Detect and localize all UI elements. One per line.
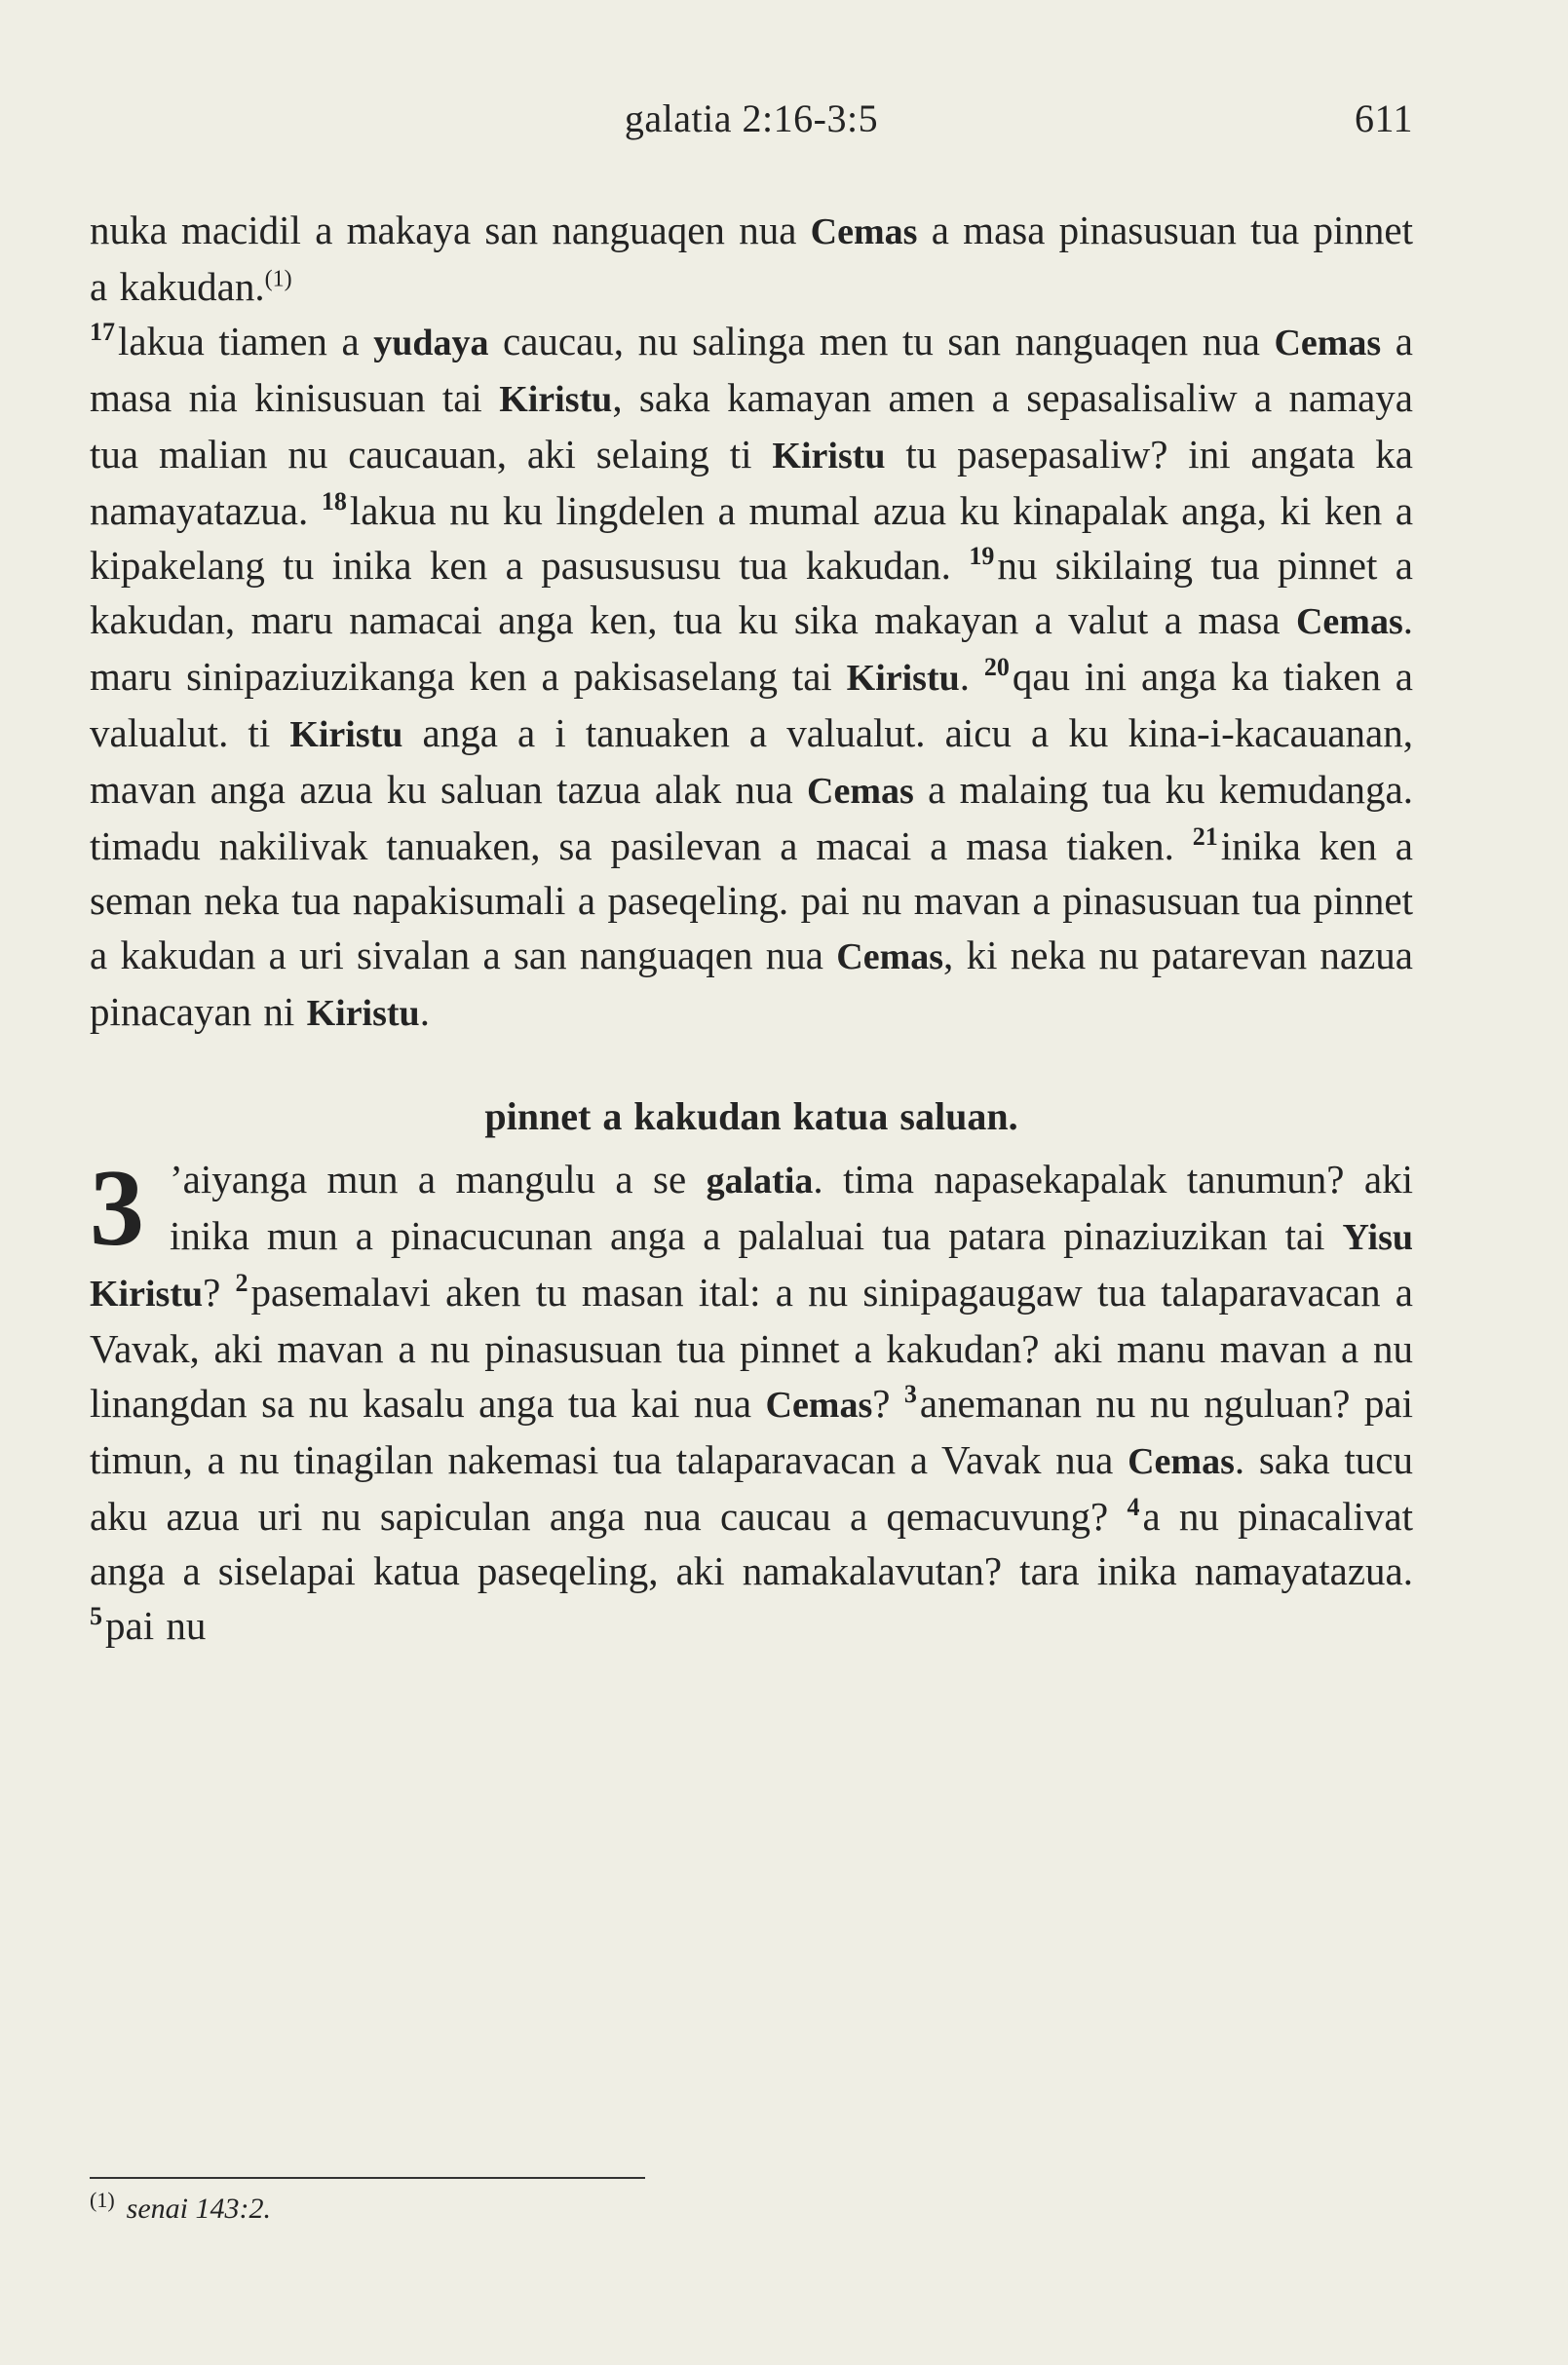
section-heading: pinnet a kakudan katua saluan.: [484, 1094, 1018, 1138]
text-run: ?: [203, 1270, 236, 1315]
running-title: galatia 2:16-3:5: [624, 96, 879, 140]
text-run: lakua nu ku lingdelen a mumal azua ku kinapalak anga, ki ken a kipakelang tu inika ken a pasusususu tua kakudan.: [90, 488, 1414, 588]
paragraph-continuation: [90, 203, 1413, 314]
text-run: .: [959, 654, 984, 699]
text-run: nuka macidil a makaya san nanguaqen nua: [90, 208, 811, 252]
text-run: , saka kamayan amen a sepasalisaliw a namaya tua malian nu caucauan, aki selaing ti: [90, 375, 1413, 477]
footnote: [90, 2188, 271, 2226]
bold-name: Cemas: [810, 211, 918, 252]
verse-number-18: 18: [321, 487, 347, 516]
text-run: . saka tucu aku azua uri nu sapiculan anga nua caucau a qemacuvung?: [90, 1437, 1413, 1539]
text-run: qau ini anga ka tiaken a valualut. ti: [90, 654, 1413, 755]
footnote-reference[interactable]: (1): [264, 266, 292, 292]
bold-name: Cemas: [1295, 601, 1403, 642]
footnote-mark: (1): [90, 2188, 115, 2212]
bold-name: Cemas: [807, 771, 914, 812]
text-run: pai nu: [105, 1603, 207, 1648]
bold-name: Cemas: [1274, 323, 1382, 363]
bold-name: Kiristu: [306, 993, 420, 1034]
text-run: caucau, nu salinga men tu san nanguaqen nua: [488, 319, 1275, 363]
bold-name: Kiristu: [289, 714, 403, 755]
text-run: tu pasepasaliw? ini angata ka namayatazua.: [90, 432, 1413, 533]
bold-name: galatia: [706, 1161, 814, 1202]
text-run: anga a i tanuaken a valualut. aicu a ku kina-i-kacauanan, mavan anga azua ku saluan tazua alak nua: [90, 710, 1413, 812]
verse-number-5: 5: [90, 1602, 102, 1631]
bold-name: Kiristu: [846, 658, 960, 699]
bold-name: Kiristu: [772, 436, 886, 477]
page-header: [90, 95, 1413, 154]
verse-number-20: 20: [983, 653, 1010, 682]
text-run: inika ken a seman neka tua napakisumali a paseqeling. pai nu mavan a pinasusuan tua pinnet a kakudan a uri sivalan a san nanguaqen nua: [90, 823, 1413, 977]
verse-number-2: 2: [235, 1269, 249, 1298]
chapter-number: 3: [90, 1148, 144, 1269]
bold-name: Kiristu: [499, 379, 613, 420]
text-run: lakua tiamen a: [118, 319, 374, 363]
text-run: a masa pinasusuan tua pinnet a kakudan.: [90, 208, 1413, 309]
bold-name: Cemas: [1128, 1441, 1235, 1482]
text-run: , ki neka nu patarevan nazua pinacayan ni: [90, 933, 1413, 1034]
verse-number-21: 21: [1192, 822, 1218, 852]
bold-name: Cemas: [765, 1385, 873, 1426]
verse-number-17: 17: [90, 318, 115, 347]
text-run: a masa nia kinisusuan tai: [90, 319, 1413, 420]
text-run: ’aiyanga mun a mangulu a se: [170, 1157, 707, 1202]
text-run: . maru sinipaziuzikanga ken a pakisaselang tai: [90, 597, 1413, 699]
text-run: ?: [872, 1381, 904, 1426]
text-run: anemanan nu nu nguluan? pai timun, a nu tinagilan nakemasi tua talaparavacan a Vavak nua: [90, 1381, 1413, 1482]
text-run: nu sikilaing tua pinnet a kakudan, maru namacai anga ken, tua ku sika makayan a valut a masa: [90, 543, 1413, 642]
text-run: . tima napasekapalak tanumun? aki inika mun a pinacucunan anga a palaluai tua patara pinaziuzikan tai: [170, 1157, 1414, 1258]
verse-number-3: 3: [903, 1380, 917, 1409]
body-text: [90, 203, 1413, 1653]
paragraph-verses-17-21: [90, 314, 1413, 1041]
text-run: a nu pinacalivat anga a siselapai katua paseqeling, aki namakalavutan? tara inika namayatazua.: [90, 1494, 1413, 1593]
verse-number-19: 19: [969, 542, 995, 571]
bold-name: Yisu Kiristu: [90, 1217, 1413, 1315]
text-run: .: [419, 989, 430, 1034]
bold-name: Cemas: [836, 936, 944, 977]
page-number: 611: [1354, 96, 1413, 140]
bold-name: yudaya: [373, 323, 489, 363]
footnote-text: senai 143:2.: [126, 2193, 271, 2225]
text-run: a malaing tua ku kemudanga. timadu nakilivak tanuaken, sa pasilevan a macai a masa tiaken.: [90, 767, 1413, 868]
verse-number-4: 4: [1127, 1493, 1140, 1522]
footnote-divider: [90, 2177, 645, 2179]
chapter-3-paragraph: [90, 1148, 1414, 1653]
text-run: pasemalavi aken tu masan ital: a nu sinipagaugaw tua talaparavacan a Vavak, aki mavan a nu pinasusuan tua pinnet a kakudan? aki manu mavan a nu linangdan sa nu kasalu anga tua kai nua: [90, 1270, 1413, 1426]
